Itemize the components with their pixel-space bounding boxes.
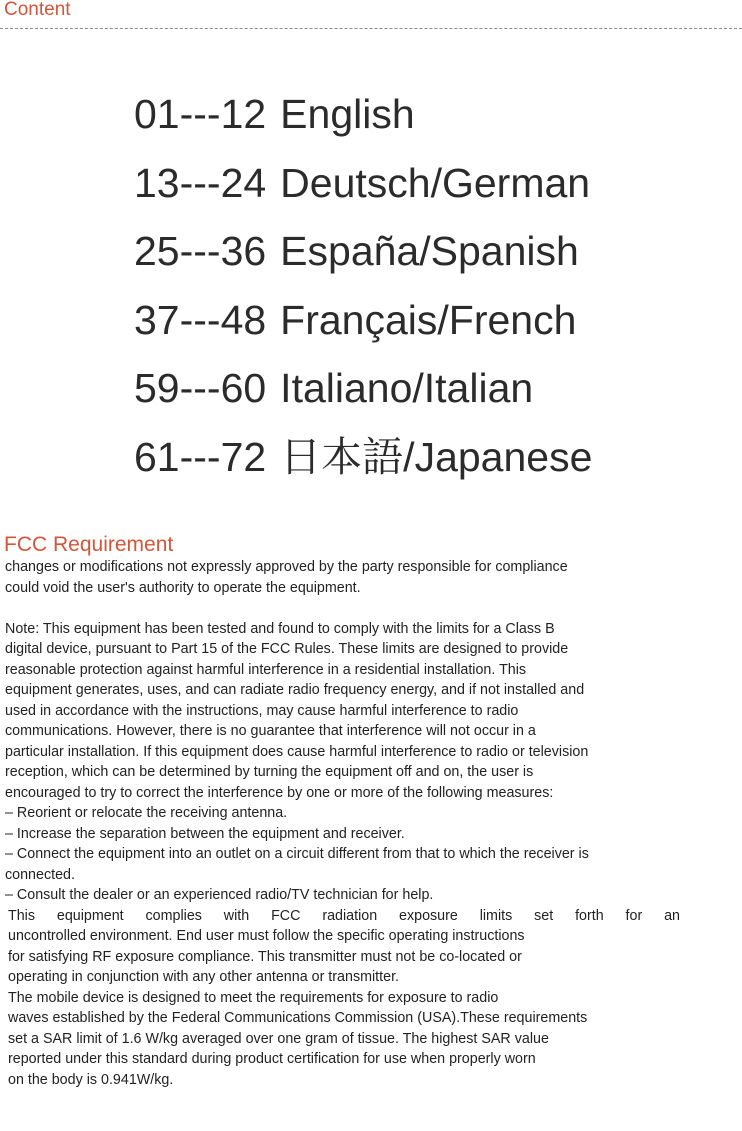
toc-language: Italiano/Italian	[280, 365, 534, 411]
toc-entry-spanish	[134, 227, 592, 296]
section-divider	[0, 28, 742, 29]
fcc-text-line: encouraged to try to correct the interference by one or more of the following measures:	[5, 784, 554, 801]
exposure-text-line: operating in conjunction with any other antenna or transmitter.	[8, 969, 400, 985]
fcc-text-line: changes or modifications not expressly approved by the party responsible for compliance	[5, 559, 568, 575]
fcc-body-text	[5, 557, 740, 1090]
exposure-text-line: set a SAR limit of 1.6 W/kg averaged over one gram of tissue. The highest SAR value	[8, 1030, 549, 1047]
fcc-text-line: connected.	[5, 866, 75, 883]
fcc-text-line: – Consult the dealer or an experienced radio/TV technician for help.	[5, 887, 434, 903]
toc-page-range: 59---60	[134, 365, 267, 411]
fcc-text-line: – Connect the equipment into an outlet on a circuit different from that to which the receiver is	[5, 846, 589, 862]
toc-language: España/Spanish	[280, 228, 579, 274]
fcc-text-line: Note: This equipment has been tested and found to comply with the limits for a Class B	[5, 620, 555, 637]
exposure-text-line: for satisfying RF exposure compliance. This transmitter must not be co-located or	[8, 948, 522, 965]
paragraph-gap	[5, 598, 740, 619]
fcc-text-line: – Reorient or relocate the receiving antenna.	[5, 805, 288, 821]
toc-page-range: 13---24	[134, 159, 267, 206]
fcc-text-line: reception, which can be determined by turning the equipment off and on, the user is	[5, 764, 534, 780]
toc-entry-german	[134, 159, 592, 228]
fcc-text-line: reasonable protection against harmful interference in a residential installation. This	[5, 661, 527, 678]
exposure-text-line: on the body is 0.941W/kg.	[8, 1071, 174, 1088]
exposure-text-line: The mobile device is designed to meet the requirements for exposure to radio	[8, 989, 499, 1006]
toc-language: English	[280, 91, 415, 137]
fcc-text-line: equipment generates, uses, and can radiate radio frequency energy, and if not installed and	[5, 682, 585, 698]
fcc-text-line: could void the user's authority to operate the equipment.	[5, 579, 361, 596]
language-table-of-contents	[134, 90, 592, 501]
exposure-text-line: waves established by the Federal Communications Commission (USA).These requirements	[8, 1010, 588, 1026]
toc-language: Français/French	[280, 296, 577, 343]
toc-entry-french	[134, 296, 592, 365]
toc-entry-italian	[134, 364, 592, 433]
toc-page-range: 01---12	[134, 91, 267, 137]
toc-page-range: 25---36	[134, 228, 267, 274]
toc-entry-english	[134, 90, 592, 159]
exposure-text-line: uncontrolled environment. End user must follow the specific operating instructions	[8, 928, 525, 944]
toc-page-range: 37---48	[134, 296, 267, 343]
fcc-text-line: – Increase the separation between the equipment and receiver.	[5, 825, 405, 842]
content-section-title: Content	[4, 0, 71, 20]
fcc-text-line: particular installation. If this equipment does cause harmful interference to radio or television	[5, 743, 589, 760]
fcc-section-title: FCC Requirement	[4, 533, 174, 556]
exposure-text-line: This equipment complies with FCC radiation exposure limits set forth for an	[8, 907, 680, 924]
toc-entry-japanese	[134, 433, 592, 502]
fcc-text-line: digital device, pursuant to Part 15 of the FCC Rules. These limits are designed to provide	[5, 641, 569, 657]
fcc-text-line: used in accordance with the instructions, may cause harmful interference to radio	[5, 702, 519, 719]
toc-language: Deutsch/German	[280, 159, 591, 206]
toc-language: 日本語/Japanese	[280, 433, 593, 480]
toc-page-range: 61---72	[134, 433, 267, 480]
exposure-text-line: reported under this standard during product certification for use when properly worn	[8, 1051, 536, 1067]
fcc-text-line: communications. However, there is no guarantee that interference will not occur in a	[5, 723, 536, 739]
